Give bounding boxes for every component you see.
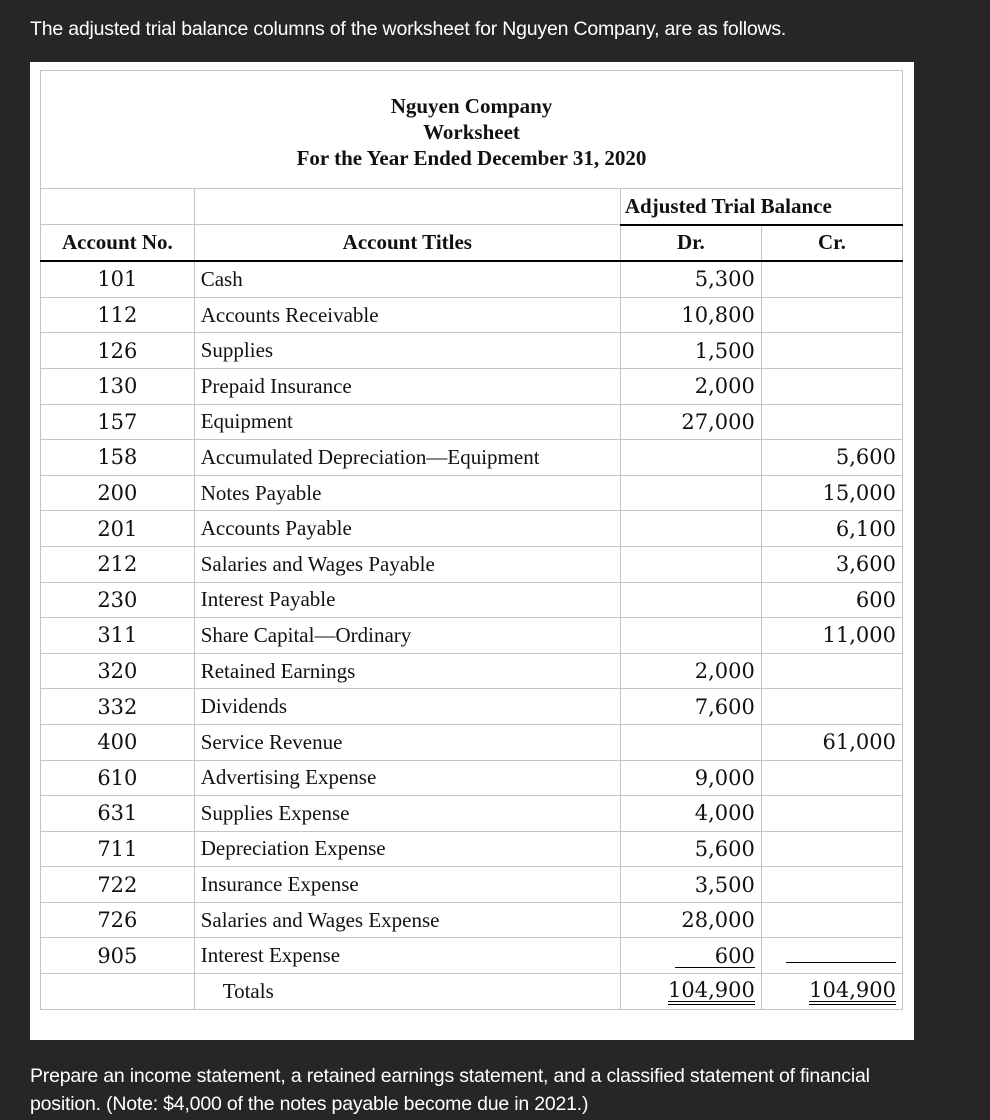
column-header-row [41,225,903,262]
credit-amount: 5,600 [761,440,902,476]
debit-amount [620,475,761,511]
credit-amount [761,902,902,938]
table-row [41,689,903,725]
account-title: Accumulated Depreciation—Equipment [194,440,620,476]
col-header-dr: Dr. [620,225,761,262]
credit-amount [761,404,902,440]
debit-amount: 9,000 [620,760,761,796]
debit-amount [620,440,761,476]
credit-amount: 600 [761,582,902,618]
account-no: 400 [41,724,195,760]
account-title: Insurance Expense [194,867,620,903]
group-header-row [41,189,903,225]
credit-amount [761,689,902,725]
account-no: 101 [41,261,195,297]
account-no: 201 [41,511,195,547]
debit-amount [620,582,761,618]
worksheet-panel [30,62,914,1040]
account-title: Accounts Payable [194,511,620,547]
credit-amount [761,867,902,903]
table-row [41,938,903,974]
account-no: 311 [41,618,195,654]
total-debit [620,974,761,1010]
table-row [41,653,903,689]
col-header-account-no: Account No. [41,225,195,262]
account-title: Accounts Receivable [194,297,620,333]
total-credit-value: 104,900 [809,979,896,1005]
total-credit [761,974,902,1010]
document-title: Worksheet [423,119,520,144]
account-no: 212 [41,546,195,582]
account-title: Interest Payable [194,582,620,618]
account-title: Notes Payable [194,475,620,511]
problem-instructions-text: Prepare an income statement, a retained earnings statement, and a classified statement of financial position. (Note: $4,000 of the notes payable become due in 2021.) [30,1065,870,1115]
debit-amount [620,546,761,582]
debit-amount: 10,800 [620,297,761,333]
account-title: Advertising Expense [194,760,620,796]
table-row [41,261,903,297]
account-no: 320 [41,653,195,689]
account-title: Salaries and Wages Payable [194,546,620,582]
account-no: 905 [41,938,195,974]
debit-amount [620,938,761,974]
account-no: 631 [41,796,195,832]
credit-amount [761,297,902,333]
table-row [41,511,903,547]
table-row [41,404,903,440]
worksheet-table [40,70,903,1010]
debit-amount: 5,300 [620,261,761,297]
col-header-cr: Cr. [761,225,902,262]
worksheet-title-row [41,71,903,189]
account-title: Equipment [194,404,620,440]
period-label: For the Year Ended December 31, 2020 [296,145,647,170]
account-title: Depreciation Expense [194,831,620,867]
totals-label: Totals [194,974,620,1010]
table-row [41,297,903,333]
account-no: 200 [41,475,195,511]
credit-amount: 11,000 [761,618,902,654]
account-title: Service Revenue [194,724,620,760]
account-no: 332 [41,689,195,725]
account-title: Prepaid Insurance [194,368,620,404]
adjusted-trial-balance-header: Adjusted Trial Balance [620,189,902,225]
account-title: Cash [194,261,620,297]
credit-amount [761,333,902,369]
table-row [41,582,903,618]
credit-amount: 61,000 [761,724,902,760]
table-row [41,475,903,511]
group-header-empty-no [41,189,195,225]
table-row [41,831,903,867]
debit-amount: 27,000 [620,404,761,440]
account-title: Share Capital—Ordinary [194,618,620,654]
debit-amount: 7,600 [620,689,761,725]
credit-amount: 3,600 [761,546,902,582]
debit-amount [620,511,761,547]
credit-amount [761,760,902,796]
account-no: 230 [41,582,195,618]
total-debit-value: 104,900 [668,979,755,1005]
credit-amount [761,261,902,297]
table-row [41,902,903,938]
account-title: Salaries and Wages Expense [194,902,620,938]
debit-amount: 28,000 [620,902,761,938]
credit-amount [761,796,902,832]
table-row [41,724,903,760]
account-no: 126 [41,333,195,369]
debit-amount: 2,000 [620,368,761,404]
account-title: Supplies [194,333,620,369]
account-no: 726 [41,902,195,938]
account-title: Supplies Expense [194,796,620,832]
debit-amount: 5,600 [620,831,761,867]
problem-intro-text: The adjusted trial balance columns of the worksheet for Nguyen Company, are as follows. [30,18,787,40]
account-no: 610 [41,760,195,796]
table-row [41,546,903,582]
credit-amount [761,368,902,404]
debit-amount: 2,000 [620,653,761,689]
account-title: Retained Earnings [194,653,620,689]
worksheet-heading [41,71,903,189]
account-no: 112 [41,297,195,333]
account-no: 722 [41,867,195,903]
account-no: 157 [41,404,195,440]
group-header-empty-title [194,189,620,225]
credit-amount [761,653,902,689]
table-row [41,760,903,796]
debit-amount: 1,500 [620,333,761,369]
account-no: 711 [41,831,195,867]
table-row [41,333,903,369]
table-row [41,796,903,832]
credit-amount [761,938,902,974]
account-title: Interest Expense [194,938,620,974]
credit-underline-rule [786,948,896,963]
totals-row [41,974,903,1010]
company-name: Nguyen Company [390,93,553,118]
table-row [41,618,903,654]
credit-amount: 15,000 [761,475,902,511]
col-header-account-titles: Account Titles [194,225,620,262]
debit-amount-underlined: 600 [675,945,755,968]
account-no: 130 [41,368,195,404]
table-row [41,368,903,404]
debit-amount [620,724,761,760]
totals-empty-no [41,974,195,1010]
table-row [41,867,903,903]
credit-amount [761,831,902,867]
account-title: Dividends [194,689,620,725]
debit-amount: 4,000 [620,796,761,832]
account-no: 158 [41,440,195,476]
debit-amount: 3,500 [620,867,761,903]
credit-amount: 6,100 [761,511,902,547]
table-row [41,440,903,476]
debit-amount [620,618,761,654]
